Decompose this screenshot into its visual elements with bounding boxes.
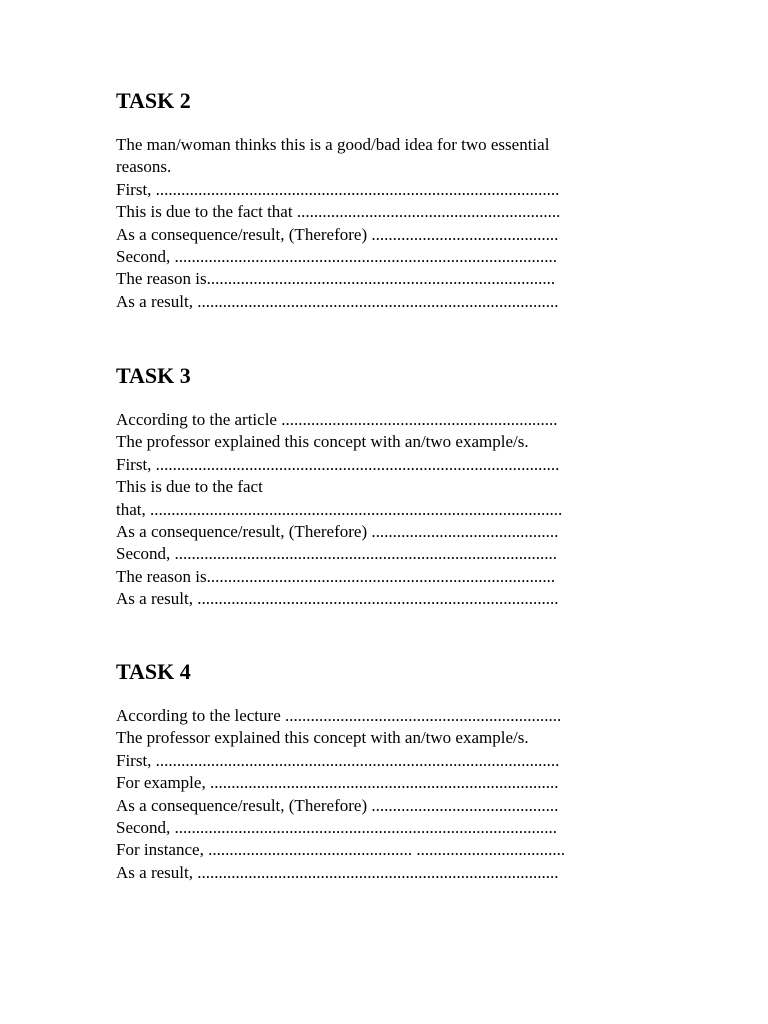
task-3-line-first: First, ............................................................................................... [116,454,560,474]
task-3-line-that: that, ................................................................................................. [116,499,563,519]
task-3-line-reason: The reason is.................................................................................. [116,566,556,586]
task-4-line-professor: The professor explained this concept with an/two example/s. [116,728,529,748]
task-3-line-according: According to the article ................................................................. [116,410,558,429]
task-3-lines [116,409,658,611]
task-3-line-due-to: This is due to the fact [116,477,263,497]
task-4-line-example: For example, .................................................................................. [116,773,559,793]
task-3-section [116,363,658,611]
task-3-heading: TASK 3 [116,363,191,388]
task-2-line-reason: The reason is.................................................................................. [116,269,556,289]
task-2-line-due-to: This is due to the fact that .............................................................. [116,202,561,222]
task-4-section [116,659,658,884]
task-4-line-instance: For instance, ................................................ ................................... [116,840,566,860]
task-3-line-consequence: As a consequence/result, (Therefore) ............................................ [116,521,559,541]
task-4-heading: TASK 4 [116,659,191,684]
task-2-heading: TASK 2 [116,88,191,113]
task-2-line-intro: The man/woman thinks this is a good/bad idea for two essential [116,135,550,154]
task-2-line-result: As a result, ..................................................................................... [116,291,559,311]
task-4-line-second: Second, .......................................................................................... [116,817,558,837]
task-4-lines [116,705,658,884]
task-4-line-according: According to the lecture ................................................................. [116,706,562,725]
task-4-line-result: As a result, ..................................................................................... [116,862,559,882]
task-2-lines [116,134,658,313]
task-3-line-result: As a result, ..................................................................................... [116,589,559,609]
task-2-line-first: First, ............................................................................................... [116,179,560,199]
task-2-line-consequence: As a consequence/result, (Therefore) ............................................ [116,224,559,244]
task-2-line-second: Second, .......................................................................................... [116,246,558,266]
task-3-line-second: Second, .......................................................................................... [116,544,558,564]
task-2-section [116,88,658,313]
task-3-line-professor: The professor explained this concept with an/two example/s. [116,432,529,452]
task-2-line-intro-continued: reasons. [116,157,172,177]
task-4-line-first: First, ............................................................................................... [116,750,560,770]
task-4-line-consequence: As a consequence/result, (Therefore) ............................................ [116,795,559,815]
